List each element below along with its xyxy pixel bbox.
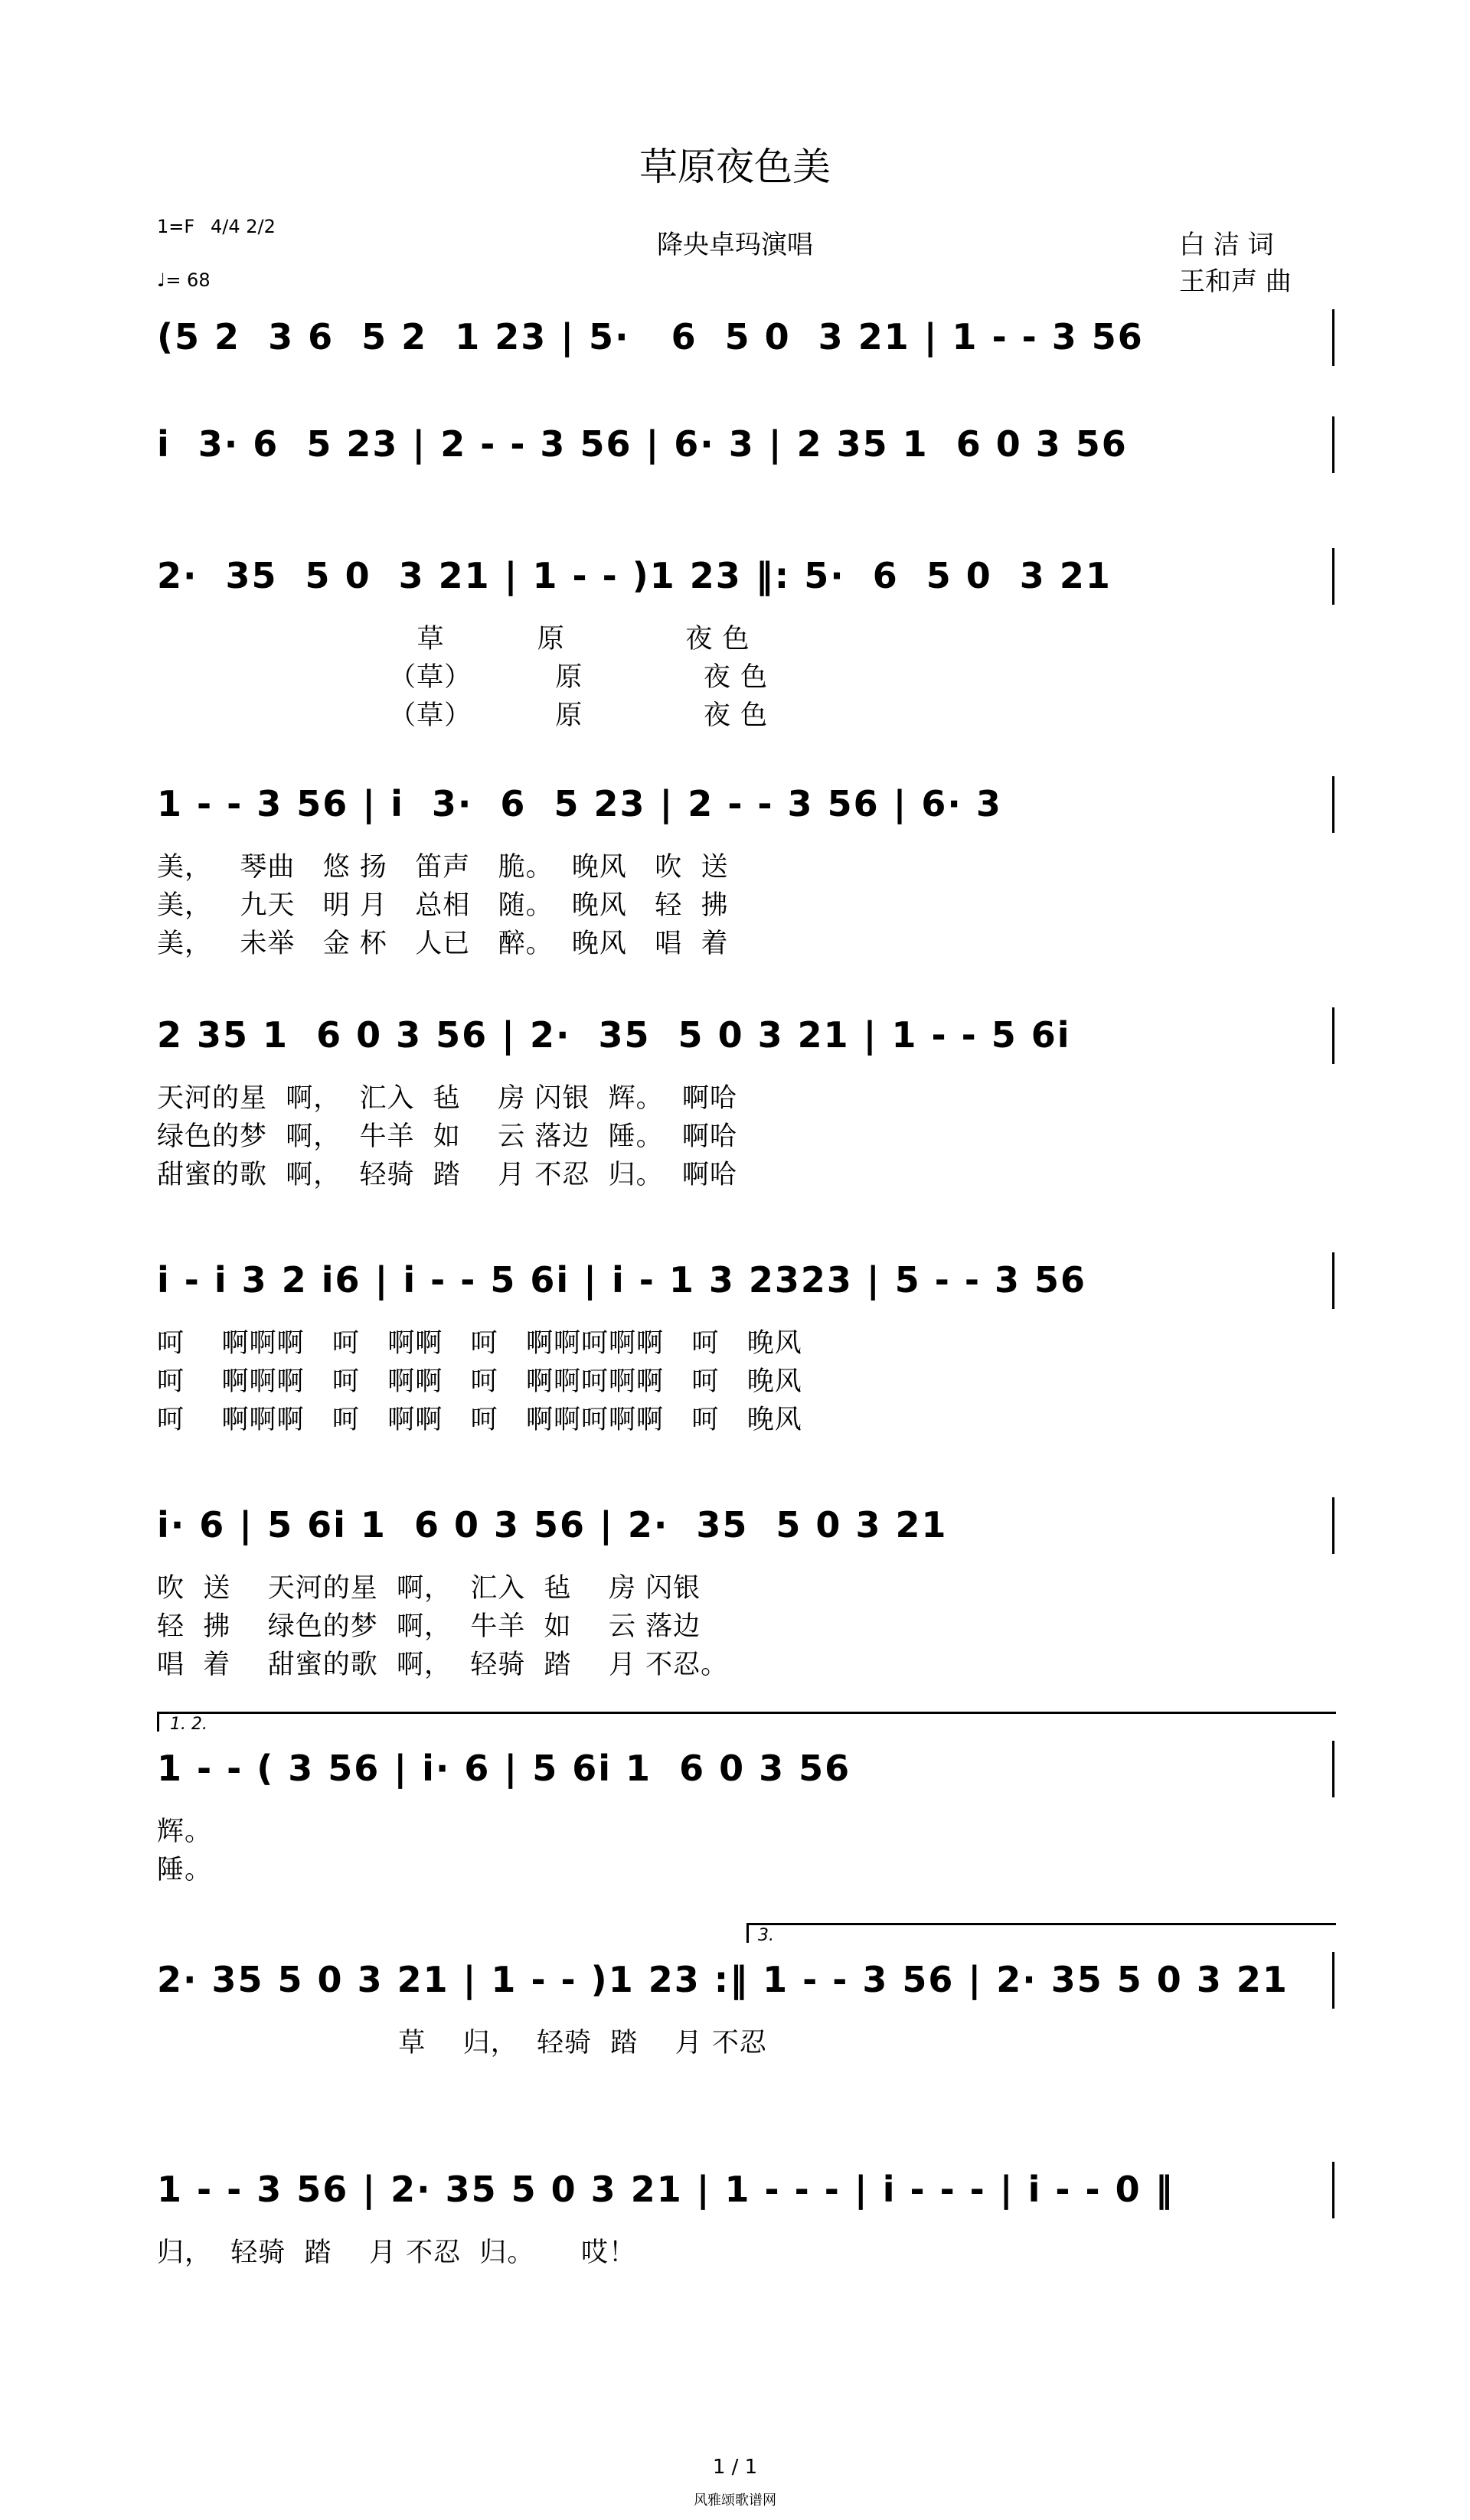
lyric-verse-1: 辉。 xyxy=(157,1817,213,1847)
lyric-verse-3: 呵 啊啊啊 呵 啊啊 呵 啊啊呵啊啊 呵 晚风 xyxy=(157,1405,802,1435)
barline xyxy=(1332,416,1334,473)
volta-label: 1. 2. xyxy=(170,1715,207,1734)
lyric-verse-2: 美， 九天 明 月 总相 随。 晚风 轻 拂 xyxy=(157,890,729,921)
lyric-verse-1: 天河的星 啊， 汇入 毡 房 闪银 辉。 啊哈 xyxy=(157,1083,737,1114)
site-credit: 风雅颂歌谱网 xyxy=(694,2492,776,2509)
notation-line: i· 6 | 5 6i 1 6 0 3 56 | 2· 35 5 0 3 21 xyxy=(157,1504,948,1546)
volta-bracket-edge xyxy=(746,1923,749,1943)
lyric-verse-3: 美， 未举 金 杯 人已 醉。 晚风 唱 着 xyxy=(157,929,729,959)
lyric-verse-1: 美， 琴曲 悠 扬 笛声 脆。 晚风 吹 送 xyxy=(157,852,729,883)
lyric-verse-3: 甜蜜的歌 啊， 轻骑 踏 月 不忍 归。 啊哈 xyxy=(157,1160,737,1190)
barline xyxy=(1332,1252,1334,1309)
lyric-verse-1: 归， 轻骑 踏 月 不忍 归。 哎！ xyxy=(157,2238,637,2268)
barline xyxy=(1332,309,1334,366)
page-number: 1 / 1 xyxy=(712,2456,758,2479)
singer-credit: 降央卓玛演唱 xyxy=(657,230,813,260)
lyric-verse-3: （草） 原 夜 色 xyxy=(157,700,769,731)
barline xyxy=(1332,1497,1334,1554)
notation-line: 1 - - 3 56 | i 3· 6 5 23 | 2 - - 3 56 | 6· 3 xyxy=(157,783,1002,824)
lyric-verse-2: 陲。 xyxy=(157,1855,213,1885)
notation-line: i - i 3 2 i6 | i - - 5 6i | i - 1 3 2323 | 5 - - 3 56 xyxy=(157,1259,1086,1301)
notation-line: 2· 35 5 0 3 21 | 1 - - )1 23 ‖: 5· 6 5 0 3 21 xyxy=(157,555,1112,596)
lyric-verse-1: 呵 啊啊啊 呵 啊啊 呵 啊啊呵啊啊 呵 晚风 xyxy=(157,1328,802,1359)
barline xyxy=(1332,1952,1334,2009)
notation-line: 1 - - 3 56 | 2· 35 5 0 3 21 | 1 - - - | i - - - | i - - 0 ‖ xyxy=(157,2169,1174,2210)
lyric-verse-2: 呵 啊啊啊 呵 啊啊 呵 啊啊呵啊啊 呵 晚风 xyxy=(157,1366,802,1397)
lyric-verse-2: 轻 拂 绿色的梦 啊， 牛羊 如 云 落边 xyxy=(157,1611,701,1642)
volta-label: 3. xyxy=(758,1926,774,1945)
lyric-verse-1: 草 原 夜 色 xyxy=(157,624,750,654)
volta-bracket xyxy=(746,1923,1336,1925)
volta-bracket xyxy=(157,1712,1336,1714)
lyric-verse-1: 草 归， 轻骑 踏 月 不忍 xyxy=(157,2028,767,2058)
notation-line: i 3· 6 5 23 | 2 - - 3 56 | 6· 3 | 2 35 1 6 0 3 56 xyxy=(157,423,1128,465)
key-signature: 1=F xyxy=(157,216,195,237)
barline xyxy=(1332,776,1334,833)
notation-line: 2 35 1 6 0 3 56 | 2· 35 5 0 3 21 | 1 - - 5 6i xyxy=(157,1014,1071,1056)
barline xyxy=(1332,1007,1334,1064)
barline xyxy=(1332,1741,1334,1797)
barline xyxy=(1332,2162,1334,2218)
tempo-marking: ♩= 68 xyxy=(157,269,211,291)
notation-line: 2· 35 5 0 3 21 | 1 - - )1 23 :‖ 1 - - 3 56 | 2· 35 5 0 3 21 xyxy=(157,1959,1289,2000)
barline xyxy=(1332,548,1334,605)
lyricist-credit: 白 洁 词 xyxy=(1179,230,1274,260)
lyric-verse-2: （草） 原 夜 色 xyxy=(157,662,769,693)
song-title: 草原夜色美 xyxy=(639,145,831,189)
lyric-verse-2: 绿色的梦 啊， 牛羊 如 云 落边 陲。 啊哈 xyxy=(157,1121,737,1152)
volta-bracket-edge xyxy=(157,1712,159,1732)
lyric-verse-1: 吹 送 天河的星 啊， 汇入 毡 房 闪银 xyxy=(157,1573,701,1604)
composer-credit: 王和声 曲 xyxy=(1179,266,1292,297)
time-signature: 4/4 2/2 xyxy=(211,216,276,237)
notation-line: 1 - - ( 3 56 | i· 6 | 5 6i 1 6 0 3 56 xyxy=(157,1748,851,1789)
notation-line: (5 2 3 6 5 2 1 23 | 5· 6 5 0 3 21 | 1 - - 3 56 xyxy=(157,316,1144,357)
lyric-verse-3: 唱 着 甜蜜的歌 啊， 轻骑 踏 月 不忍。 xyxy=(157,1650,729,1680)
